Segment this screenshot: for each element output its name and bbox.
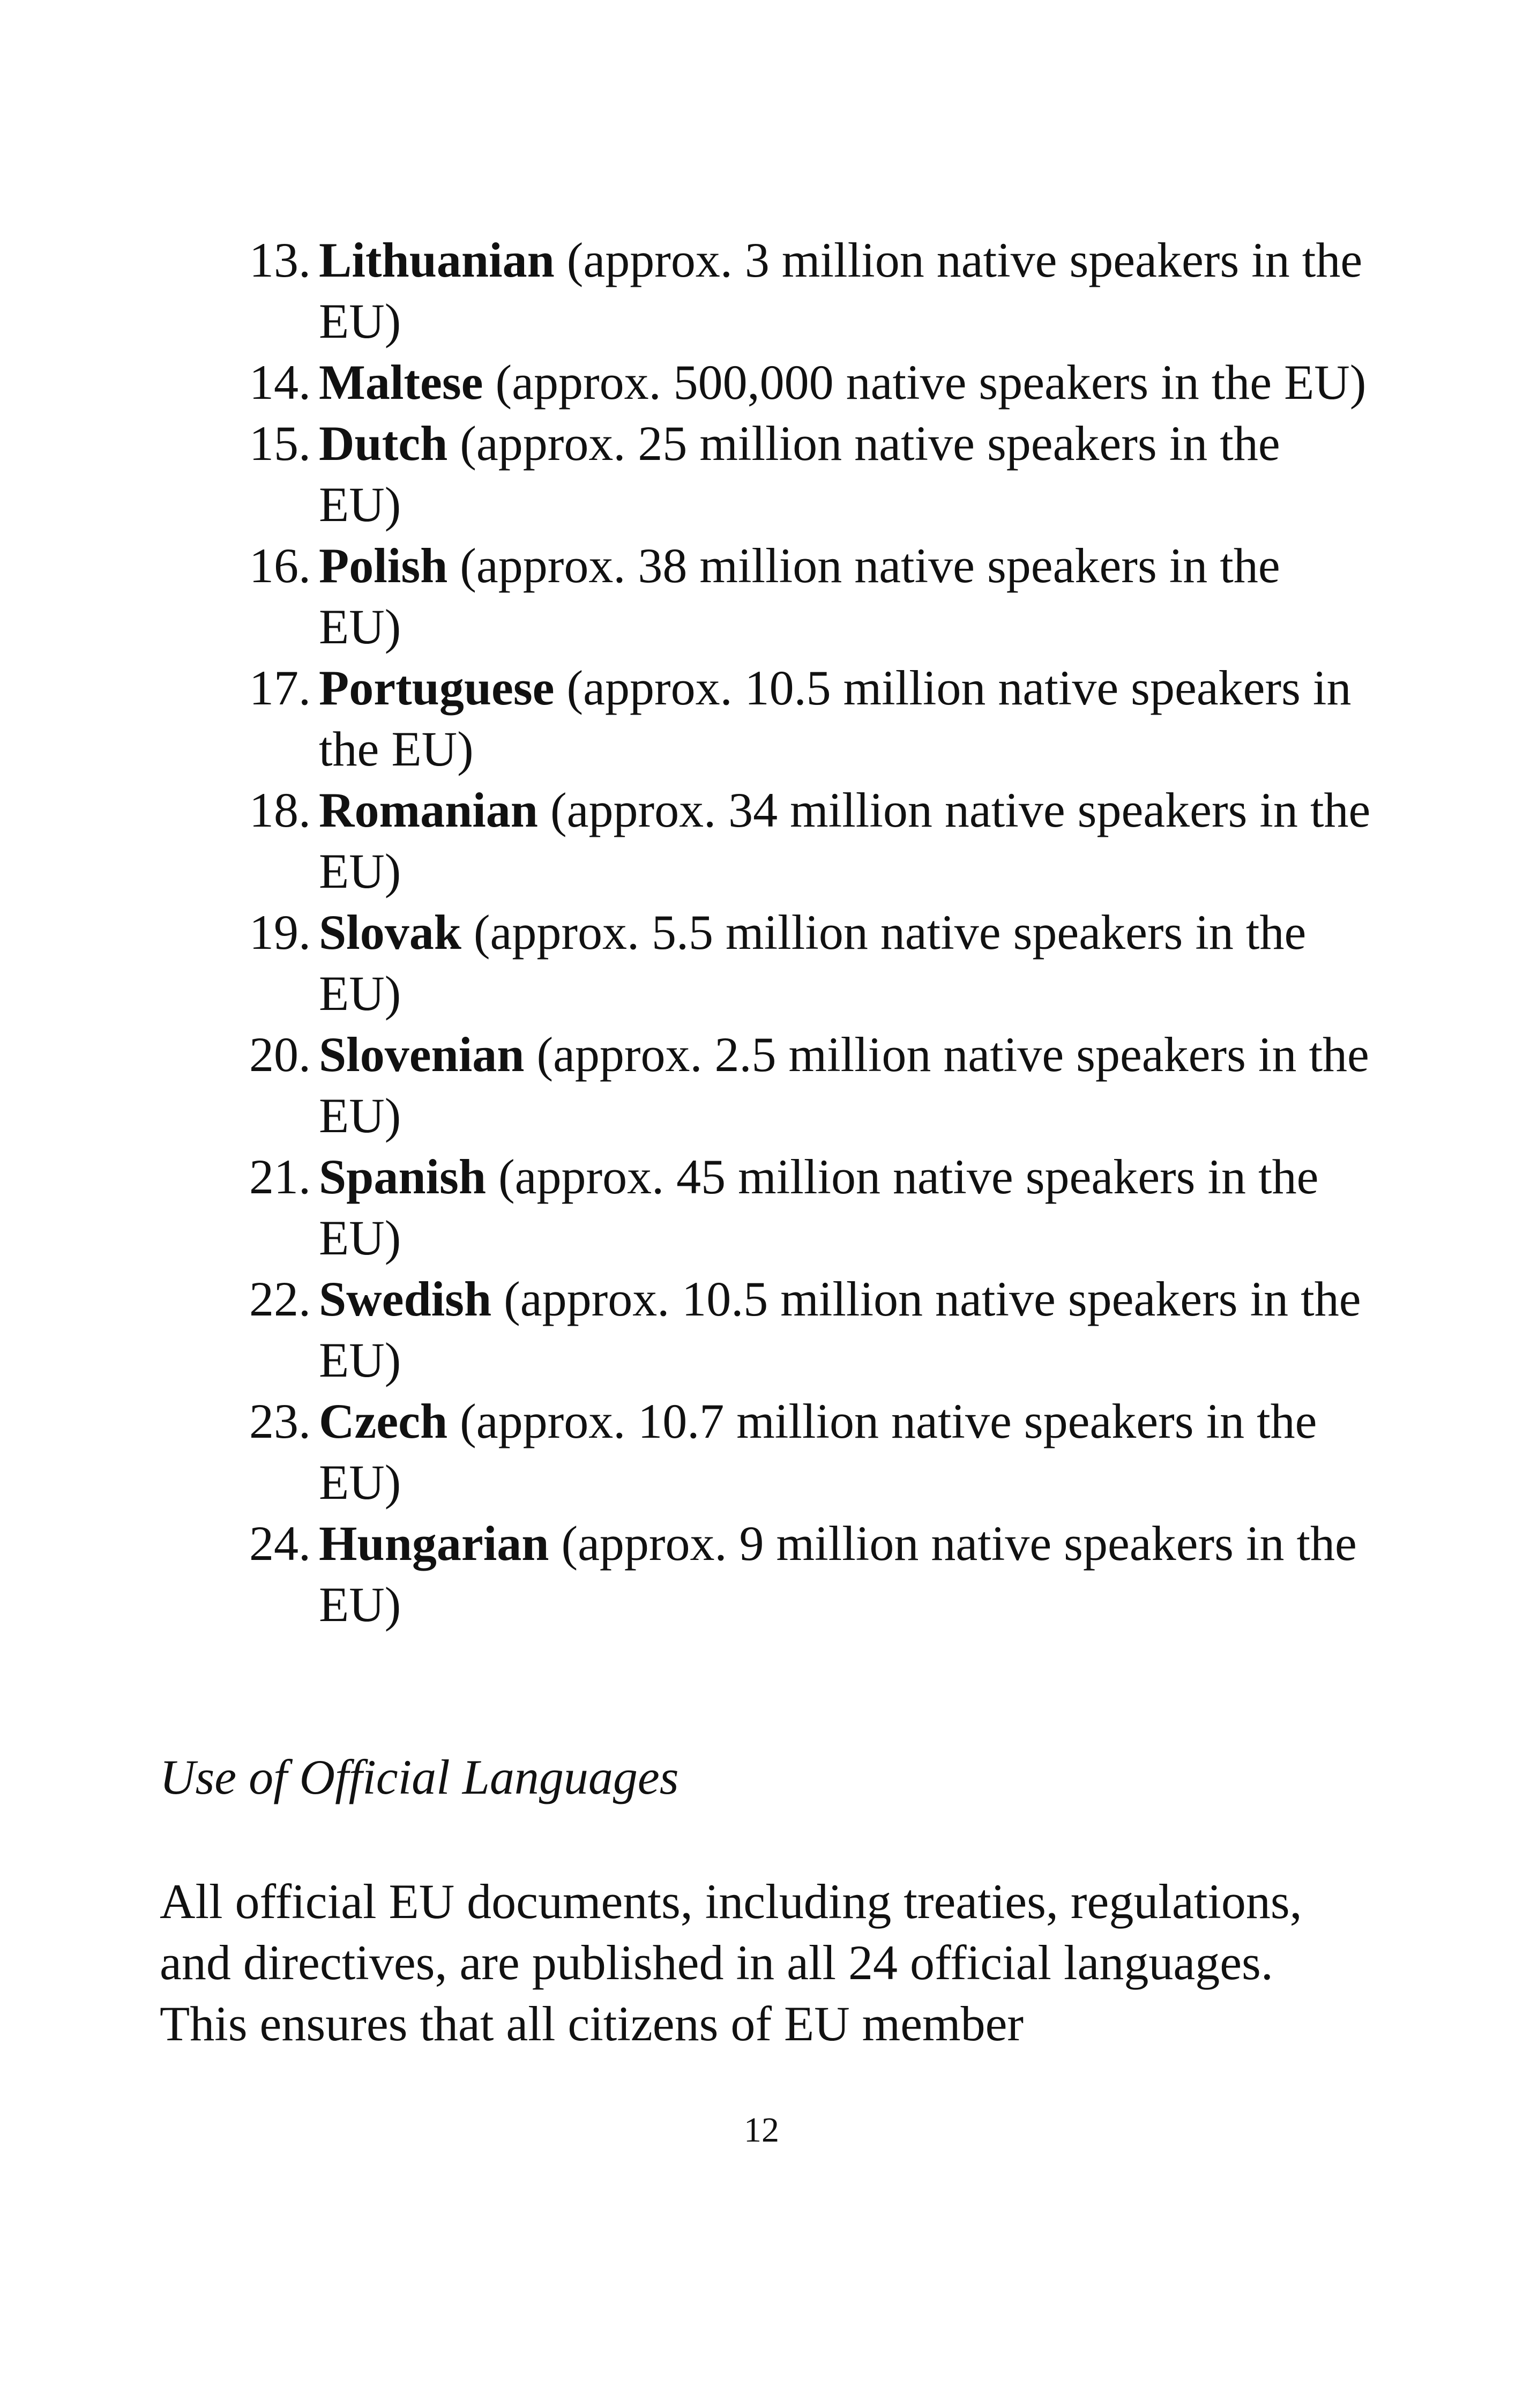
language-name: Spanish	[319, 1149, 487, 1204]
language-item	[236, 1268, 1372, 1391]
language-name: Slovenian	[319, 1027, 525, 1082]
language-item	[236, 1391, 1372, 1513]
language-detail: (approx. 45 million native speakers in the EU)	[319, 1149, 1319, 1265]
language-item	[236, 657, 1372, 779]
language-item	[236, 229, 1372, 352]
language-detail: (approx. 9 million native speakers in the EU)	[319, 1516, 1357, 1632]
language-detail: (approx. 10.5 million native speakers in the EU)	[319, 660, 1352, 776]
language-item	[236, 902, 1372, 1024]
language-name: Romanian	[319, 783, 538, 837]
language-list	[236, 229, 1372, 1635]
language-item	[236, 413, 1372, 535]
language-name: Maltese	[319, 355, 483, 410]
item-number: 14.	[249, 355, 311, 410]
section-heading: Use of Official Languages	[160, 1750, 679, 1804]
item-number: 22.	[249, 1272, 311, 1326]
item-number: 16.	[249, 538, 311, 593]
language-detail: (approx. 500,000 native speakers in the EU)	[495, 355, 1367, 410]
language-item	[236, 535, 1372, 657]
language-item	[236, 1024, 1372, 1146]
language-item	[236, 1146, 1372, 1268]
item-number: 19.	[249, 905, 311, 960]
language-detail: (approx. 5.5 million native speakers in the EU)	[319, 905, 1307, 1021]
language-detail: (approx. 34 million native speakers in the EU)	[319, 783, 1371, 898]
language-name: Slovak	[319, 905, 461, 960]
language-detail: (approx. 10.7 million native speakers in the EU)	[319, 1394, 1317, 1510]
language-name: Czech	[319, 1394, 448, 1448]
language-item	[236, 352, 1372, 413]
language-name: Dutch	[319, 416, 448, 471]
language-detail: (approx. 2.5 million native speakers in the EU)	[319, 1027, 1369, 1143]
language-detail: (approx. 3 million native speakers in the EU)	[319, 233, 1363, 348]
page-number: 12	[744, 2110, 779, 2150]
language-name: Lithuanian	[319, 233, 555, 287]
item-number: 17.	[249, 660, 311, 715]
item-number: 23.	[249, 1394, 311, 1448]
language-name: Swedish	[319, 1272, 492, 1326]
language-name: Portuguese	[319, 660, 555, 715]
language-item	[236, 1513, 1372, 1635]
item-number: 13.	[249, 233, 311, 287]
language-detail: (approx. 25 million native speakers in the EU)	[319, 416, 1280, 532]
language-item	[236, 779, 1372, 902]
language-detail: (approx. 38 million native speakers in the EU)	[319, 538, 1280, 654]
item-number: 15.	[249, 416, 311, 471]
language-name: Polish	[319, 538, 448, 593]
language-name: Hungarian	[319, 1516, 549, 1571]
item-number: 21.	[249, 1149, 311, 1204]
item-number: 18.	[249, 783, 311, 837]
language-detail: (approx. 10.5 million native speakers in the EU)	[319, 1272, 1361, 1387]
item-number: 24.	[249, 1516, 311, 1571]
body-paragraph: All official EU documents, including treaties, regulations, and directives, are published in all 24 official languages. This ensures that all citizens of EU member	[160, 1874, 1302, 2051]
item-number: 20.	[249, 1027, 311, 1082]
